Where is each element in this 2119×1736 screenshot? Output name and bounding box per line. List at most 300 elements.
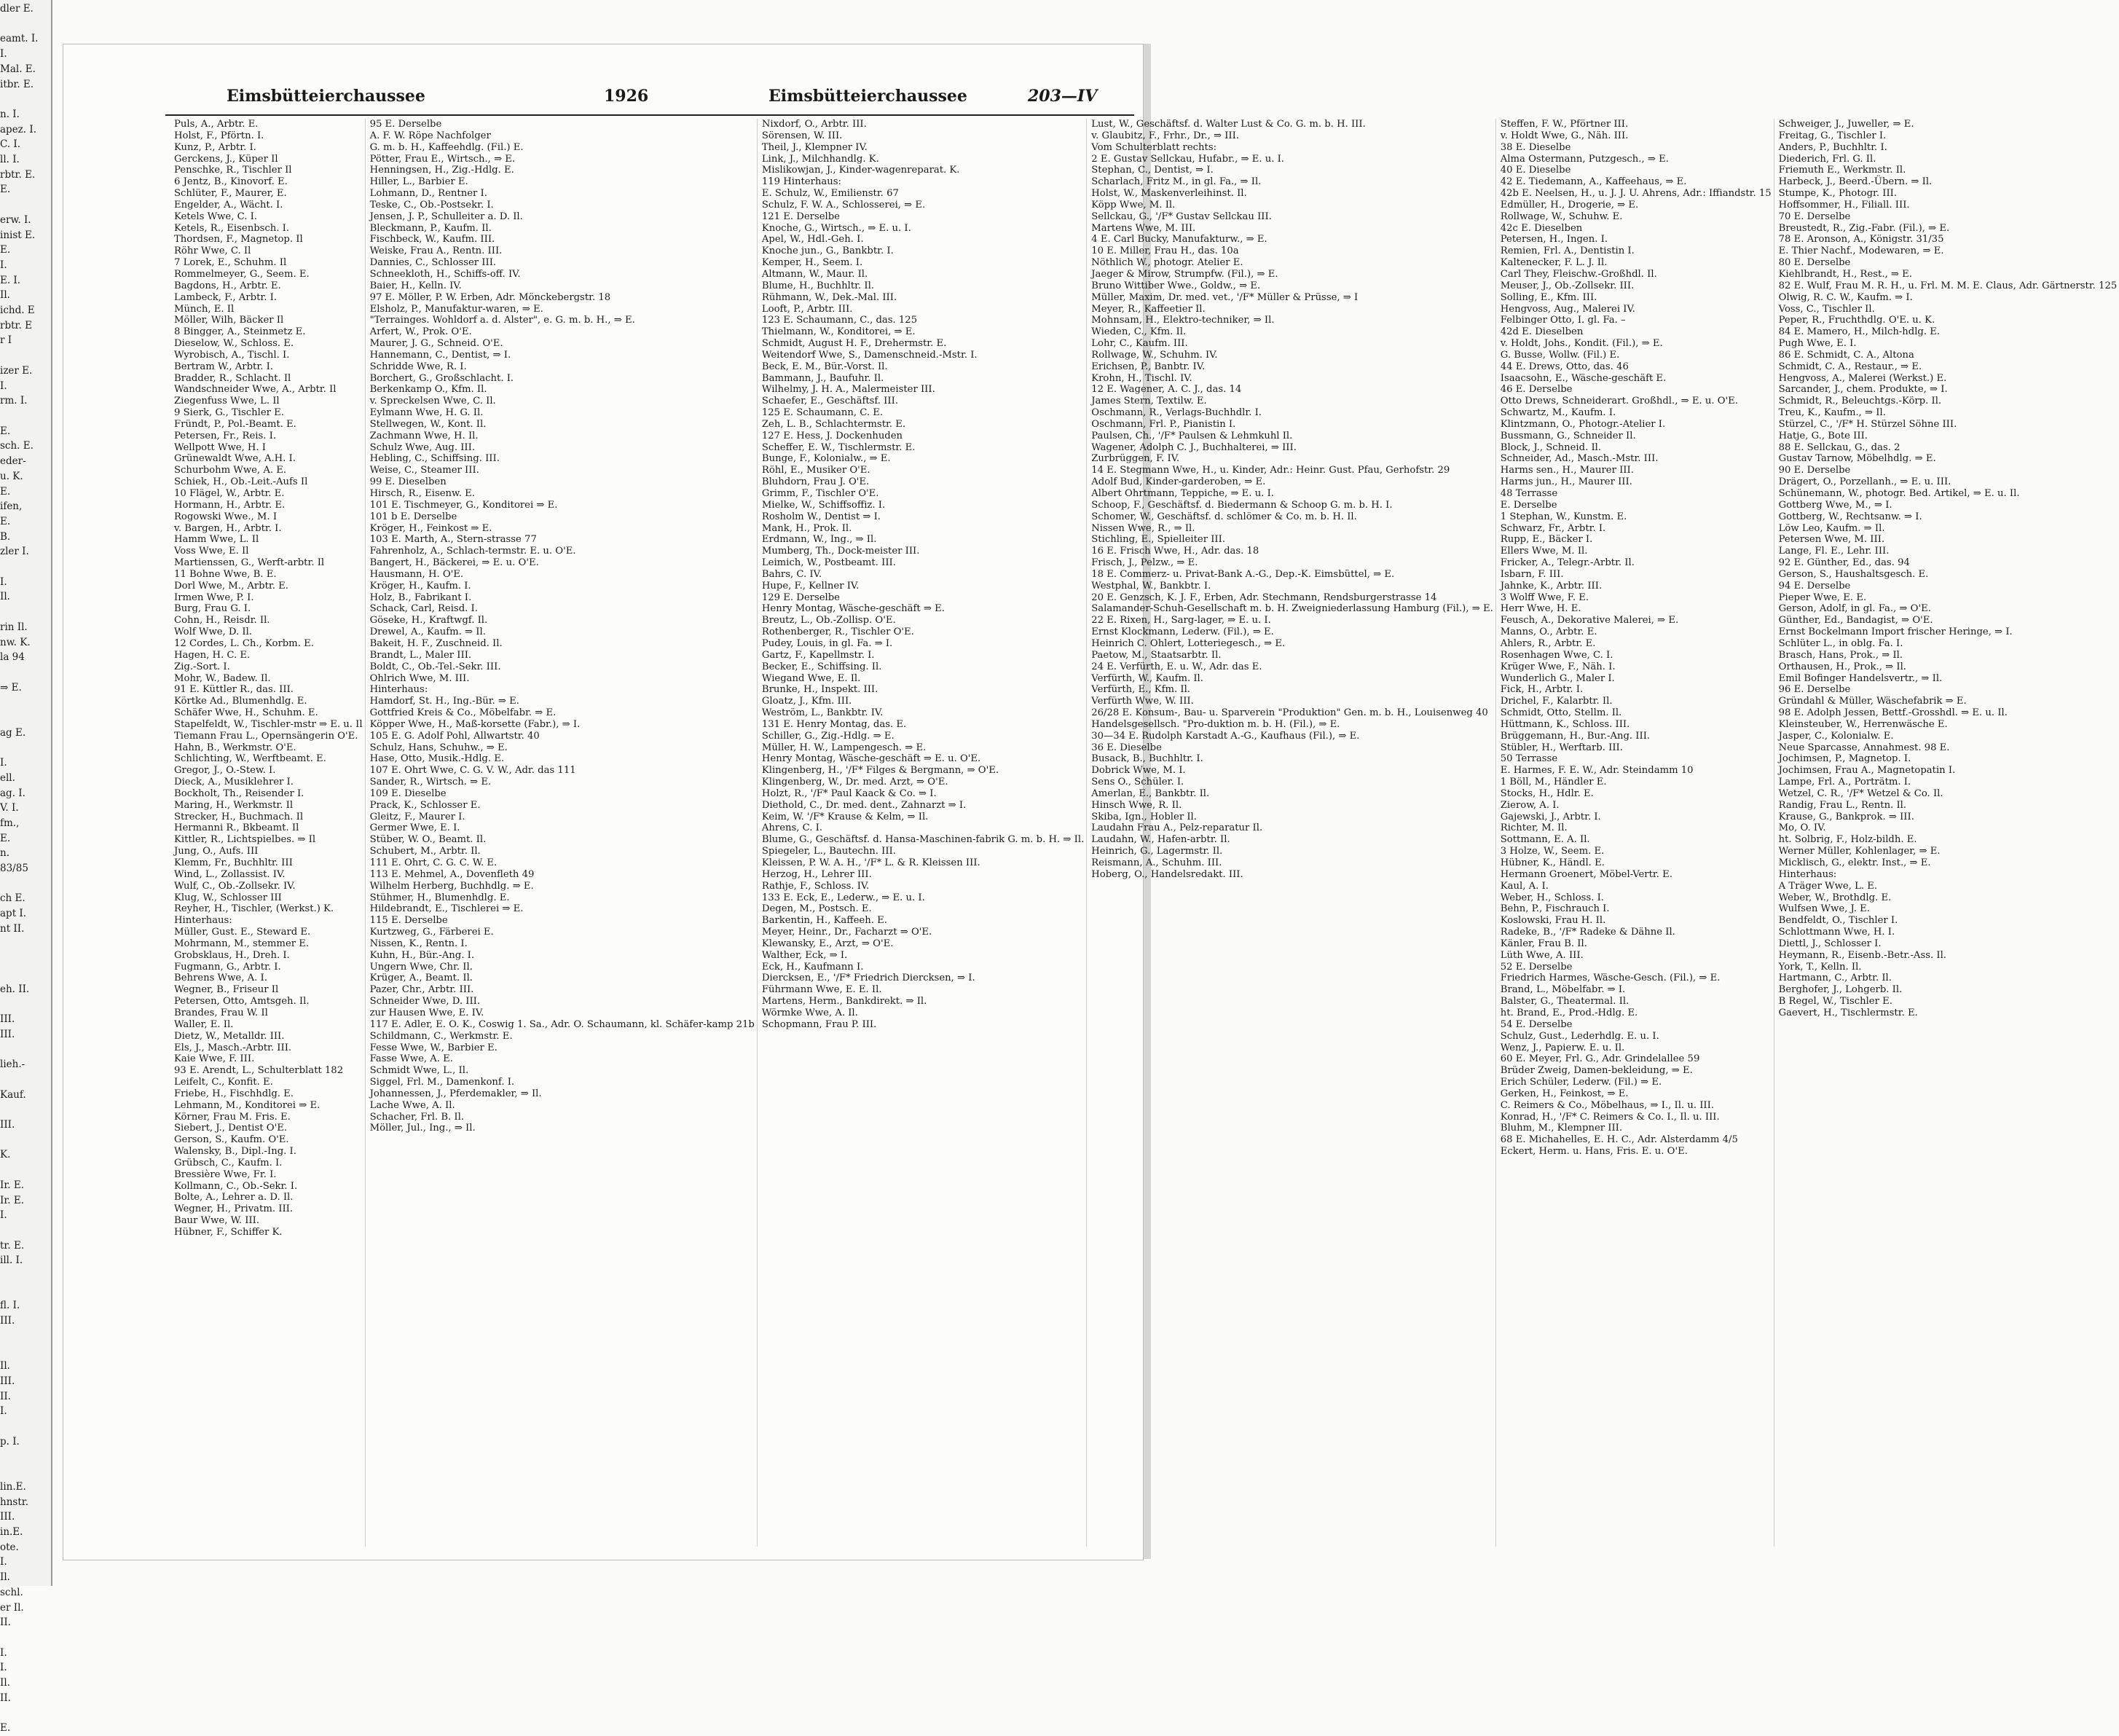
previous-page-fragments — [0, 0, 51, 1736]
directory-entry: Bruno Wittiber Wwe., Goldw., ⇒ E. — [1091, 280, 1261, 291]
directory-entry: 42d E. Dieselben — [1500, 326, 1584, 338]
directory-entry: Behrens Wwe, A. I. — [174, 973, 267, 984]
directory-entry: Henry Montag, Wäsche-geschäft ⇒ E. u. O'E. — [761, 753, 981, 765]
directory-entry: Oschmann, Frl. P., Pianistin I. — [1091, 418, 1236, 430]
directory-entry: Amerlan, E., Bankbtr. Il. — [1091, 788, 1210, 799]
directory-entry: Ketels, R., Eisenbsch. I. — [174, 222, 290, 234]
directory-entry: Jochimsen, P., Magnetop. I. — [1778, 753, 1911, 765]
directory-entry: Schmidt, Otto, Stellm. Il. — [1500, 707, 1622, 719]
margin-fragment: II. — [0, 1692, 11, 1704]
directory-entry: 36 E. Dieselbe — [1091, 742, 1162, 753]
directory-entry: Manns, O., Arbtr. E. — [1500, 627, 1597, 638]
margin-fragment: II. — [0, 1390, 11, 1402]
directory-entry: Puls, A., Arbtr. E. — [174, 119, 259, 130]
directory-entry: Borchert, G., Großschlacht. I. — [369, 372, 514, 384]
directory-entry: 48 Terrasse — [1500, 488, 1558, 499]
directory-entry: v. Glaubitz, F., Frhr., Dr., ⇒ III. — [1091, 130, 1240, 141]
directory-entry: 96 E. Derselbe — [1778, 684, 1851, 696]
directory-entry: 121 E. Derselbe — [761, 211, 840, 222]
directory-entry: Münch, E. Il — [174, 303, 235, 315]
directory-entry: Lambeck, F., Arbtr. I. — [174, 291, 278, 303]
margin-fragment: in.E. — [0, 1526, 23, 1539]
directory-entry: 42 E. Tiedemann, A., Kaffeehaus, ⇒ E. — [1500, 176, 1687, 188]
margin-fragment: ch E. — [0, 892, 25, 905]
directory-entry: Ahrens, C. I. — [761, 822, 823, 834]
directory-entry: York, T., Kelln. Il. — [1778, 961, 1862, 973]
directory-entry: Erdmann, W., Ing., ⇒ Il. — [761, 534, 877, 546]
directory-entry: Gloatz, J., Kfm. III. — [761, 696, 852, 707]
directory-entry: Schlottmann Wwe, H. I. — [1778, 927, 1895, 938]
directory-entry: 115 E. Derselbe — [369, 915, 448, 927]
margin-fragment: eamt. I. — [0, 33, 39, 45]
directory-entry: Leifelt, C., Konfit. E. — [174, 1077, 273, 1088]
directory-entry: Holzt, R., '/F* Paul Kaack & Co. ⇒ I. — [761, 788, 937, 799]
directory-entry: Friebe, H., Fischhdlg. E. — [174, 1088, 294, 1099]
directory-entry: 80 E. Derselbe — [1778, 257, 1851, 269]
margin-fragment: r I — [0, 334, 12, 347]
margin-fragment: ell. — [0, 771, 15, 784]
directory-entry: 109 E. Dieselbe — [369, 788, 447, 799]
directory-entry: Eylmann Wwe, H. G. Il. — [369, 407, 484, 419]
directory-entry: Lohr, C., Kaufm. III. — [1091, 338, 1188, 350]
directory-entry: Jasper, C., Kolonialw. E. — [1778, 730, 1894, 742]
directory-entry: Klingenberg, H., '/F* Filges & Bergmann, ⇒ O'E. — [761, 765, 999, 777]
margin-fragment: Ir. E. — [0, 1194, 25, 1206]
directory-page — [63, 44, 2118, 1560]
margin-fragment: nw. K. — [0, 636, 31, 648]
directory-entry: Reismann, A., Schuhm. III. — [1091, 857, 1222, 868]
directory-entry: Grünewaldt Wwe, A.H. I. — [174, 453, 296, 465]
margin-fragment: I. — [0, 1405, 7, 1418]
directory-entry: Gleitz, F., Maurer I. — [369, 811, 465, 822]
directory-entry: Hahn, B., Werkmstr. O'E. — [174, 742, 296, 753]
margin-fragment: Il. — [0, 1360, 10, 1372]
directory-entry: Stocks, H., Hdlr. E. — [1500, 788, 1594, 799]
directory-entry: Zachmann Wwe, H. Il. — [369, 430, 479, 441]
directory-entry: Gerson, Adolf, in gl. Fa., ⇒ O'E. — [1778, 603, 1931, 615]
directory-entry: Hartmann, C., Arbtr. Il. — [1778, 973, 1892, 984]
directory-entry: Gottfried Kreis & Co., Möbelfabr. ⇒ E. — [369, 707, 557, 719]
directory-entry: Brüggemann, H., Bur.-Ang. III. — [1500, 730, 1651, 742]
directory-entry: Drewel, A., Kaufm. ⇒ Il. — [369, 627, 486, 638]
directory-entry: Boldt, C., Ob.-Tel.-Sekr. III. — [369, 661, 501, 672]
directory-entry: 12 E. Wagener, A. C. J., das. 14 — [1091, 384, 1242, 396]
directory-entry: Schlüter, F., Maurer, E. — [174, 188, 287, 200]
directory-entry: Kollmann, C., Ob.-Sekr. I. — [174, 1180, 298, 1192]
directory-entry: Fahrenholz, A., Schlach-termstr. E. u. O'E. — [369, 546, 576, 557]
directory-entry: Rollwage, W., Schuhw. E. — [1500, 211, 1623, 222]
directory-entry: Isbarn, F. III. — [1500, 568, 1564, 580]
directory-entry: Gerson, S., Kaufm. O'E. — [174, 1134, 289, 1146]
directory-entry: Orthausen, H., Prok., ⇒ Il. — [1778, 661, 1906, 672]
directory-entry: Rathje, F., Schloss. IV. — [761, 880, 870, 892]
directory-entry: Burg, Frau G. I. — [174, 603, 251, 615]
margin-fragment — [0, 1042, 51, 1058]
directory-entry: Sottmann, E. A. Il. — [1500, 834, 1590, 846]
directory-entry: 91 E. Küttler R., das. III. — [174, 684, 294, 696]
directory-entry: Hoberg, O., Handelsredakt. III. — [1091, 868, 1243, 880]
directory-entry: 105 E. G. Adolf Pohl, Allwartstr. 40 — [369, 730, 540, 742]
directory-entry: Hinterhaus: — [1778, 868, 1837, 880]
directory-entry: Freitag, G., Tischler I. — [1778, 130, 1887, 141]
margin-fragment: la 94 — [0, 651, 25, 664]
directory-entry: Bluhm, M., Klempner III. — [1500, 1123, 1623, 1134]
directory-entry: Kleissen, P. W. A. H., '/F* L. & R. Kleissen III. — [761, 857, 980, 868]
directory-entry: Fischbeck, W., Kaufm. III. — [369, 234, 495, 246]
directory-entry: Nixdorf, O., Arbtr. III. — [761, 119, 867, 130]
margin-fragment: V. I. — [0, 802, 19, 814]
margin-fragment — [0, 1072, 51, 1088]
margin-fragment — [0, 1344, 51, 1359]
margin-fragment — [0, 1223, 51, 1238]
margin-fragment — [0, 1705, 51, 1721]
directory-entry: Köpper Wwe, H., Maß-korsette (Fabr.), ⇒ I. — [369, 718, 581, 730]
margin-fragment: p. I. — [0, 1435, 20, 1448]
directory-entry: Behn, P., Fischrauch I. — [1500, 903, 1610, 915]
directory-entry: 107 E. Ohrt Wwe, C. G. V. W., Adr. das 111 — [369, 765, 576, 777]
directory-entry: Schneekloth, H., Schiffs-off. IV. — [369, 268, 521, 280]
margin-fragment: ll. I. — [0, 154, 20, 166]
directory-entry: Felbinger Otto, I. gl. Fa. – — [1500, 315, 1626, 326]
directory-entry: Remien, Frl. A., Dentistin I. — [1500, 246, 1635, 257]
directory-entry: Lohmann, D., Rentner I. — [369, 188, 487, 200]
directory-entry: Gerson, S., Haushaltsgesch. E. — [1778, 568, 1929, 580]
page-header — [63, 87, 1143, 113]
margin-fragment: K. — [0, 1149, 11, 1161]
directory-entry: Ketels Wwe, C. I. — [174, 211, 258, 222]
directory-entry: Stichling, E., Spielleiter III. — [1091, 534, 1226, 546]
directory-entry: Petersen, H., Ingen. I. — [1500, 234, 1608, 246]
directory-entry: Hübner, K., Händl. E. — [1500, 857, 1605, 868]
directory-entry: Kröger, H., Kaufm. I. — [369, 580, 471, 592]
directory-entry: Wellpott Wwe, H. I — [174, 441, 267, 453]
directory-entry: Solling, E., Kfm. III. — [1500, 291, 1597, 303]
margin-fragment: I. — [0, 48, 7, 60]
margin-fragment: fm., — [0, 817, 20, 829]
directory-entry: Rosholm W., Dentist ⇒ I. — [761, 511, 881, 522]
directory-entry: Knoche jun., G., Bankbtr. I. — [761, 246, 894, 257]
directory-entry: Schmidt, R., Beleuchtgs.-Körp. Il. — [1778, 396, 1942, 407]
directory-entry: Schmidt, C. A., Restaur., ⇒ E. — [1778, 361, 1922, 372]
directory-entry: Keim, W. '/F* Krause & Kelm, ⇒ Il. — [761, 811, 929, 822]
directory-entry: Blume, G., Geschäftsf. d. Hansa-Maschinen-fabrik G. m. b. H. ⇒ Il. — [761, 834, 1085, 846]
margin-fragment — [0, 1329, 51, 1344]
directory-entry: Schubert, M., Arbtr. Il. — [369, 846, 481, 857]
directory-entry: Weitendorf Wwe, S., Damenschneid.-Mstr. I. — [761, 349, 978, 361]
directory-entry: Siggel, Frl. M., Damenkonf. I. — [369, 1077, 515, 1088]
directory-entry: Erich Schüler, Lederw. (Fil.) ⇒ E. — [1500, 1077, 1662, 1088]
column-6 — [1779, 119, 2119, 1547]
margin-fragment: E. — [0, 1722, 11, 1735]
directory-entry: Klintzmann, O., Photogr.-Atelier I. — [1500, 418, 1666, 430]
directory-entry: Weber, H., Schloss. I. — [1500, 892, 1604, 903]
directory-entry: 117 E. Adler, E. O. K., Coswig 1. Sa., Adr. O. Schaumann, kl. Schäfer-kamp 21b — [369, 1018, 755, 1030]
directory-entry: Vom Schulterblatt rechts: — [1091, 141, 1217, 153]
directory-entry: Westphal, W., Bankbtr. I. — [1091, 580, 1211, 592]
directory-entry: Heinrich, G., Lagermstr. Il. — [1091, 846, 1223, 857]
margin-fragment: III. — [0, 1315, 15, 1327]
directory-entry: Weström, L., Bankbtr. IV. — [761, 707, 884, 719]
directory-entry: Schulz, F. W. A., Schlosserei, ⇒ E. — [761, 199, 926, 211]
directory-entry: Otto Drews, Schneiderart. Großhdl., ⇒ E. u. O'E. — [1500, 396, 1738, 407]
directory-entry: Stübler, H., Werftarb. III. — [1500, 742, 1623, 753]
directory-entry: Fugmann, G., Arbtr. I. — [174, 961, 281, 973]
directory-entry: 6 Jentz, B., Kinovorf. E. — [174, 176, 288, 188]
directory-entry: Bunge, F., Kolonialw., ⇒ E. — [761, 453, 891, 465]
directory-entry: Möller, Jul., Ing., ⇒ Il. — [369, 1123, 476, 1134]
directory-entry: Alma Ostermann, Putzgesch., ⇒ E. — [1500, 153, 1669, 165]
directory-entry: Strecker, H., Buchmach. Il — [174, 811, 304, 822]
directory-entry: Lehmann, M., Konditorei ⇒ E. — [174, 1099, 321, 1111]
directory-entry: Jensen, J. P., Schulleiter a. D. Il. — [369, 211, 523, 222]
header-street-right: Eimsbütteierchaussee — [768, 87, 967, 106]
directory-entry: Erichsen, P., Banbtr. IV. — [1091, 361, 1206, 372]
directory-entry: Martens, Herm., Bankdirekt. ⇒ Il. — [761, 996, 927, 1008]
directory-entry: Steffen, F. W., Pförtner III. — [1500, 119, 1629, 130]
directory-entry: Baier, H., Kelln. IV. — [369, 280, 462, 291]
directory-entry: Hinterhaus: — [174, 915, 232, 927]
directory-entry: Bakeit, H. F., Zuschneid. Il. — [369, 637, 503, 649]
directory-entry: Hiller, L., Barbier E. — [369, 176, 468, 188]
directory-entry: Walensky, B., Dipl.-Ing. I. — [174, 1146, 296, 1158]
directory-entry: 42b E. Neelsen, H., u. J. J. U. Ahrens, Adr.: Iffiandstr. 15 — [1500, 188, 1772, 200]
directory-entry: Eck, H., Kaufmann I. — [761, 961, 864, 973]
directory-entry: Krüger Wwe, F., Näh. I. — [1500, 661, 1616, 672]
directory-entry: Kröger, H., Feinkost ⇒ E. — [369, 522, 492, 534]
directory-entry: Balster, G., Theatermal. Il. — [1500, 996, 1629, 1008]
directory-entry: Hamm Wwe, L. Il — [174, 534, 259, 546]
directory-entry: Müller, Gust. E., Steward E. — [174, 927, 311, 938]
directory-entry: E. Schulz, W., Emilienstr. 67 — [761, 188, 899, 200]
margin-fragment — [0, 997, 51, 1012]
directory-entry: Wind, L., Zollassist. IV. — [174, 868, 286, 880]
directory-entry: Carl They, Fleischw.-Großhdl. Il. — [1500, 268, 1657, 280]
margin-fragment — [0, 951, 51, 967]
margin-fragment — [0, 1419, 51, 1434]
directory-entry: Hase, Otto, Musik.-Hdlg. E. — [369, 753, 505, 765]
directory-entry: 10 Flägel, W., Arbtr. E. — [174, 488, 285, 499]
directory-entry: Rollwage, W., Schuhm. IV. — [1091, 349, 1218, 361]
margin-fragment: E. — [0, 425, 11, 437]
directory-entry: Altmann, W., Maur. Il. — [761, 268, 868, 280]
directory-entry: Hermann Groenert, Möbel-Vertr. E. — [1500, 868, 1672, 880]
directory-entry: Kittler, R., Lichtspielbes. ⇒ Il — [174, 834, 316, 846]
directory-entry: B Regel, W., Tischler E. — [1778, 996, 1892, 1008]
directory-entry: 60 E. Meyer, Frl. G., Adr. Grindelallee 59 — [1500, 1053, 1700, 1065]
directory-entry: Link, J., Milchhandlg. K. — [761, 153, 879, 165]
margin-fragment: E. — [0, 184, 11, 196]
directory-entry: 14 E. Stegmann Wwe, H., u. Kinder, Adr.: Heinr. Gust. Pfau, Gerhofstr. 29 — [1091, 465, 1450, 476]
directory-entry: Kuhn, H., Bür.-Ang. I. — [369, 949, 475, 961]
directory-entry: Oschmann, R., Verlags-Buchhdlr. I. — [1091, 407, 1262, 419]
margin-fragment: I. — [0, 576, 7, 588]
directory-entry: Gustav Tarnow, Möbelhdlg. ⇒ E. — [1778, 453, 1936, 465]
directory-entry: Skiba, Ign., Hobler Il. — [1091, 811, 1197, 822]
directory-entry: Mumberg, Th., Dock-meister III. — [761, 546, 920, 557]
directory-entry: 52 E. Derselbe — [1500, 961, 1573, 973]
directory-entry: Werner Müller, Kohlenlager, ⇒ E. — [1778, 846, 1941, 857]
directory-entry: Klewansky, E., Arzt, ⇒ O'E. — [761, 938, 894, 949]
directory-entry: Schulz, Gust., Lederhdlg. E. u. I. — [1500, 1030, 1659, 1042]
directory-entry: Führmann Wwe, E. E. Il. — [761, 984, 882, 996]
directory-entry: Anders, P., Buchhltr. I. — [1778, 141, 1887, 153]
directory-entry: Becker, E., Schiffsing. Il. — [761, 661, 882, 672]
directory-entry: Bagdons, H., Arbtr. E. — [174, 280, 281, 291]
directory-entry: Hupe, F., Kellner IV. — [761, 580, 860, 592]
directory-entry: Paetow, M., Staatsarbtr. Il. — [1091, 649, 1222, 661]
directory-entry: Dietz, W., Metalldr. III. — [174, 1030, 285, 1042]
directory-entry: Maurer, J. G., Schneid. O'E. — [369, 338, 503, 350]
directory-entry: 38 E. Dieselbe — [1500, 141, 1571, 153]
directory-entry: Röhl, E., Musiker O'E. — [761, 465, 870, 476]
directory-entry: Hildebrandt, E., Tischlerei ⇒ E. — [369, 903, 524, 915]
directory-entry: 86 E. Schmidt, C. A., Altona — [1778, 349, 1914, 361]
directory-entry: Schlüter L., in oblg. Fa. I. — [1778, 637, 1903, 649]
listing-columns — [174, 119, 2118, 1547]
directory-entry: Verfürth, E., Kfm. Il. — [1091, 684, 1190, 696]
directory-entry: Zurbrüggen, F. IV. — [1091, 453, 1180, 465]
directory-entry: 92 E. Günther, Ed., das. 94 — [1778, 557, 1910, 569]
directory-entry: Hinterhaus: — [369, 684, 428, 696]
directory-entry: Hinsch Wwe, R. Il. — [1091, 799, 1182, 811]
directory-entry: Rommelmeyer, G., Seem. E. — [174, 268, 310, 280]
directory-entry: Zierow, A. I. — [1500, 799, 1560, 811]
directory-entry: Stüber, W. O., Beamt. Il. — [369, 834, 487, 846]
directory-entry: Sander, R., Wirtsch. ⇒ E. — [369, 777, 492, 788]
margin-fragment: Il. — [0, 289, 10, 302]
directory-entry: Martens Wwe, M. III. — [1091, 222, 1196, 234]
directory-entry: Petersen, Fr., Reis. I. — [174, 430, 277, 441]
directory-entry: Wyrobisch, A., Tischl. I. — [174, 349, 290, 361]
directory-entry: Schünemann, W., photogr. Bed. Artikel, ⇒ E. u. Il. — [1778, 488, 2020, 499]
directory-entry: Jahnke, K., Arbtr. III. — [1500, 580, 1603, 592]
directory-entry: v. Spreckelsen Wwe, C. Il. — [369, 396, 496, 407]
directory-entry: Herzog, H., Lehrer III. — [761, 868, 872, 880]
directory-entry: Germer Wwe, E. I. — [369, 822, 460, 834]
directory-entry: Leimich, W., Postbeamt. III. — [761, 557, 896, 569]
directory-entry: Stephan, C., Dentist, ⇒ I. — [1091, 165, 1214, 176]
directory-entry: Känler, Frau B. Il. — [1500, 938, 1587, 949]
directory-entry: Knoche, G., Wirtsch., ⇒ E. u. I. — [761, 222, 911, 234]
directory-entry: Treu, K., Kaufm., ⇒ Il. — [1778, 407, 1886, 419]
directory-entry: Ellers Wwe, M. Il. — [1500, 546, 1588, 557]
column-1 — [174, 119, 366, 1547]
margin-fragment: Il. — [0, 1677, 10, 1689]
directory-entry: Hengvoss, A., Malerei (Werkst.) E. — [1778, 372, 1947, 384]
directory-entry: Harms jun., H., Maurer III. — [1500, 476, 1632, 488]
directory-entry: Radeke, B., '/F* Radeke & Dähne Il. — [1500, 927, 1675, 938]
margin-fragment: I. — [0, 259, 7, 271]
directory-entry: Gregor, J., O.-Stew. I. — [174, 765, 276, 777]
directory-entry: 131 E. Henry Montag, das. E. — [761, 718, 907, 730]
directory-entry: Sens O., Schüler. I. — [1091, 777, 1184, 788]
directory-entry: Grübsch, C., Kaufm. I. — [174, 1157, 283, 1169]
margin-fragment: III. — [0, 1119, 15, 1131]
margin-fragment — [0, 937, 51, 952]
margin-fragment: I. — [0, 380, 7, 392]
directory-entry: 46 E. Derselbe — [1500, 384, 1573, 396]
directory-entry: 99 E. Dieselben — [369, 476, 447, 488]
directory-entry: Schacher, Frl. B. Il. — [369, 1111, 465, 1123]
directory-entry: 127 E. Hess, J. Dockenhuden — [761, 430, 903, 441]
directory-entry: Diettl, J., Schlosser I. — [1778, 938, 1882, 949]
directory-entry: Ernst Bockelmann Import frischer Heringe, ⇒ I. — [1778, 627, 2013, 638]
margin-fragment: I. — [0, 1646, 7, 1659]
directory-entry: Schneider Wwe, D. III. — [369, 996, 481, 1008]
directory-entry: Mank, H., Prok. Il. — [761, 522, 852, 534]
directory-entry: Koslowski, Frau H. Il. — [1500, 915, 1606, 927]
directory-entry: Konrad, H., '/F* C. Reimers & Co. I., Il. u. III. — [1500, 1111, 1720, 1123]
directory-entry: Diederich, Frl. G. Il. — [1778, 153, 1876, 165]
margin-fragment — [0, 740, 51, 755]
directory-entry: James Stern, Textilw. E. — [1091, 396, 1207, 407]
directory-entry: Verfürth, W., Kaufm. Il. — [1091, 672, 1203, 684]
margin-fragment — [0, 1464, 51, 1480]
directory-entry: Gottberg, W., Rechtsanw. ⇒ I. — [1778, 511, 1922, 522]
directory-entry: Verfürth Wwe, W. III. — [1091, 696, 1194, 707]
directory-entry: Dobrick Wwe, M. I. — [1091, 765, 1186, 777]
directory-entry: Grimm, F., Tischler O'E. — [761, 488, 879, 499]
directory-entry: Schulz, Hans, Schuhw., ⇒ E. — [369, 742, 508, 753]
directory-entry: Thielmann, W., Konditorei, ⇒ E. — [761, 326, 916, 338]
directory-entry: Siebert, J., Dentist O'E. — [174, 1123, 288, 1134]
directory-entry: Mohnsam, H., Elektro-techniker, ⇒ Il. — [1091, 315, 1275, 326]
directory-entry: Gajewski, J., Arbtr. I. — [1500, 811, 1601, 822]
directory-entry: Diercksen, E., '/F* Friedrich Diercksen, ⇒ I. — [761, 973, 975, 984]
margin-fragment: rbtr. E — [0, 319, 32, 331]
directory-entry: Hübner, F., Schiffer K. — [174, 1227, 283, 1238]
margin-fragment: sch. E. — [0, 440, 34, 452]
directory-entry: Wiegand Wwe, E. Il. — [761, 672, 861, 684]
margin-fragment: I. — [0, 1662, 7, 1674]
directory-entry: Albert Ohrtmann, Teppiche, ⇒ E. u. I. — [1091, 488, 1274, 499]
margin-fragment: rin Il. — [0, 621, 28, 633]
directory-entry: 26/28 E. Konsum-, Bau- u. Sparverein "Produktion" Gen. m. b. H., Louisenweg 40 — [1091, 707, 1488, 719]
directory-entry: Drichel, F., Kalarbtr. Il. — [1500, 696, 1613, 707]
directory-entry: Kemper, H., Seem. I. — [761, 257, 863, 269]
directory-entry: Diethold, C., Dr. med. dent., Zahnarzt ⇒ I. — [761, 799, 967, 811]
directory-entry: E. Thier Nachf., Modewaren, ⇒ E. — [1778, 246, 1944, 257]
directory-entry: Johannessen, J., Pferdemakler, ⇒ Il. — [369, 1088, 542, 1099]
margin-fragment: ill. I. — [0, 1254, 23, 1267]
directory-entry: Frisch, J., Pelzw., ⇒ E. — [1091, 557, 1198, 569]
margin-fragment: Kauf. — [0, 1088, 26, 1101]
directory-entry: 111 E. Ohrt, C. G. C. W. E. — [369, 857, 498, 868]
directory-entry: Handelsgesellsch. "Pro-duktion m. b. H. (Fil.), ⇒ E. — [1091, 718, 1340, 730]
directory-entry: Schiek, H., Ob.-Leit.-Aufs Il — [174, 476, 308, 488]
margin-fragment: E. — [0, 832, 11, 844]
directory-entry: Nissen Wwe, R., ⇒ Il. — [1091, 522, 1195, 534]
directory-entry: Breustedt, R., Zig.-Fabr. (Fil.), ⇒ E. — [1778, 222, 1950, 234]
directory-entry: 101 b E. Derselbe — [369, 511, 457, 522]
directory-entry: 11 Bohne Wwe, B. E. — [174, 568, 277, 580]
directory-entry: Weiske, Frau A., Rentn. III. — [369, 246, 503, 257]
directory-entry: Bockholt, Th., Reisender I. — [174, 788, 304, 799]
directory-entry: Schack, Carl, Reisd. I. — [369, 603, 478, 615]
directory-entry: Rothenberger, R., Tischler O'E. — [761, 627, 914, 638]
directory-entry: Waller, E. Il. — [174, 1018, 234, 1030]
directory-entry: Apel, W., Hdl.-Geh. I. — [761, 234, 864, 246]
directory-entry: Fesse Wwe, W., Barbier E. — [369, 1042, 498, 1053]
margin-fragment: III. — [0, 1013, 15, 1026]
margin-fragment: Il. — [0, 591, 10, 603]
directory-entry: 103 E. Marth, A., Stern-strasse 77 — [369, 534, 537, 546]
directory-entry: v. Holdt, Johs., Kondit. (Fil.), ⇒ E. — [1500, 338, 1663, 350]
directory-entry: Mohr, W., Badew. Il. — [174, 672, 271, 684]
directory-entry: Berkenkamp O., Kfm. Il. — [369, 384, 487, 396]
directory-entry: 93 E. Arendt, L., Schulterblatt 182 — [174, 1065, 344, 1077]
margin-fragment: ag E. — [0, 726, 26, 739]
